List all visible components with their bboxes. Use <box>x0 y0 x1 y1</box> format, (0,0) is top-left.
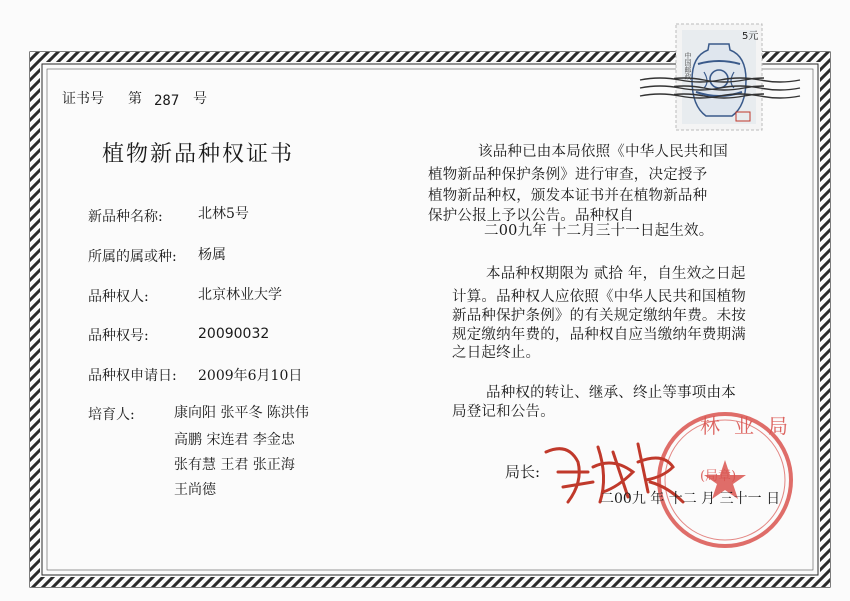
director-title: 局长: <box>505 463 541 481</box>
certificate-number-di: 第 <box>128 91 142 107</box>
field-variety-name-value: 北林5号 <box>198 206 249 222</box>
field-holder-label: 品种权人: <box>88 289 149 305</box>
breeders-line: 高鹏 宋连君 李金忠 <box>174 432 295 448</box>
field-application-date-value: 2009年6月10日 <box>198 368 303 384</box>
body-line: 二00九年 十二月三十一日起生效。 <box>484 223 714 239</box>
body-line: 计算。品种权人应依照《中华人民共和国植物 <box>452 289 746 305</box>
field-genus-label: 所属的属或种: <box>88 249 177 265</box>
certificate-title: 植物新品种权证书 <box>102 142 295 167</box>
breeders-line: 张有慧 王君 张正海 <box>174 457 295 473</box>
field-variety-name-label: 新品种名称: <box>88 209 163 225</box>
body-line: 规定缴纳年费的，品种权自应当缴纳年费期满 <box>452 327 746 343</box>
body-line: 植物新品种保护条例》进行审查，决定授予 <box>428 167 708 183</box>
body-line: 保护公报上予以公告。品种权自 <box>428 208 634 224</box>
field-application-date-label: 品种权申请日: <box>88 368 177 384</box>
stamp-mark: 中国邮政 <box>684 52 692 80</box>
seal-inner-text: (局章) <box>700 469 737 484</box>
field-breeders-label: 培育人: <box>88 407 135 423</box>
certificate-number-hao: 号 <box>193 91 207 107</box>
field-right-number-label: 品种权号: <box>88 328 149 344</box>
body-line: 新品种保护条例》的有关规定缴纳年费。未按 <box>452 308 746 324</box>
body-line: 该品种已由本局依照《中华人民共和国 <box>478 144 728 160</box>
field-holder-value: 北京林业大学 <box>198 287 282 303</box>
breeders-line: 康向阳 张平冬 陈洪伟 <box>174 405 309 421</box>
postage-stamp <box>674 22 764 132</box>
seal-text: 林业局 <box>700 414 802 438</box>
body-line: 品种权的转让、继承、终止等事项由本 <box>486 385 736 401</box>
certificate-number-prefix: 证书号 <box>62 91 104 107</box>
body-line: 本品种权期限为 贰拾 年，自生效之日起 <box>486 266 746 282</box>
certificate-number: 287 <box>154 93 180 109</box>
body-line: 植物新品种权，颁发本证书并在植物新品种 <box>428 188 708 204</box>
stamp-denomination: 5元 <box>742 31 759 42</box>
body-line: 之日起终止。 <box>452 345 541 361</box>
body-line: 局登记和公告。 <box>452 404 555 420</box>
field-genus-value: 杨属 <box>198 247 226 263</box>
issue-date: 二00九 年 十二 月 三十一 日 <box>600 491 781 507</box>
field-right-number-value: 20090032 <box>198 326 270 342</box>
breeders-line: 王尚德 <box>174 482 216 498</box>
